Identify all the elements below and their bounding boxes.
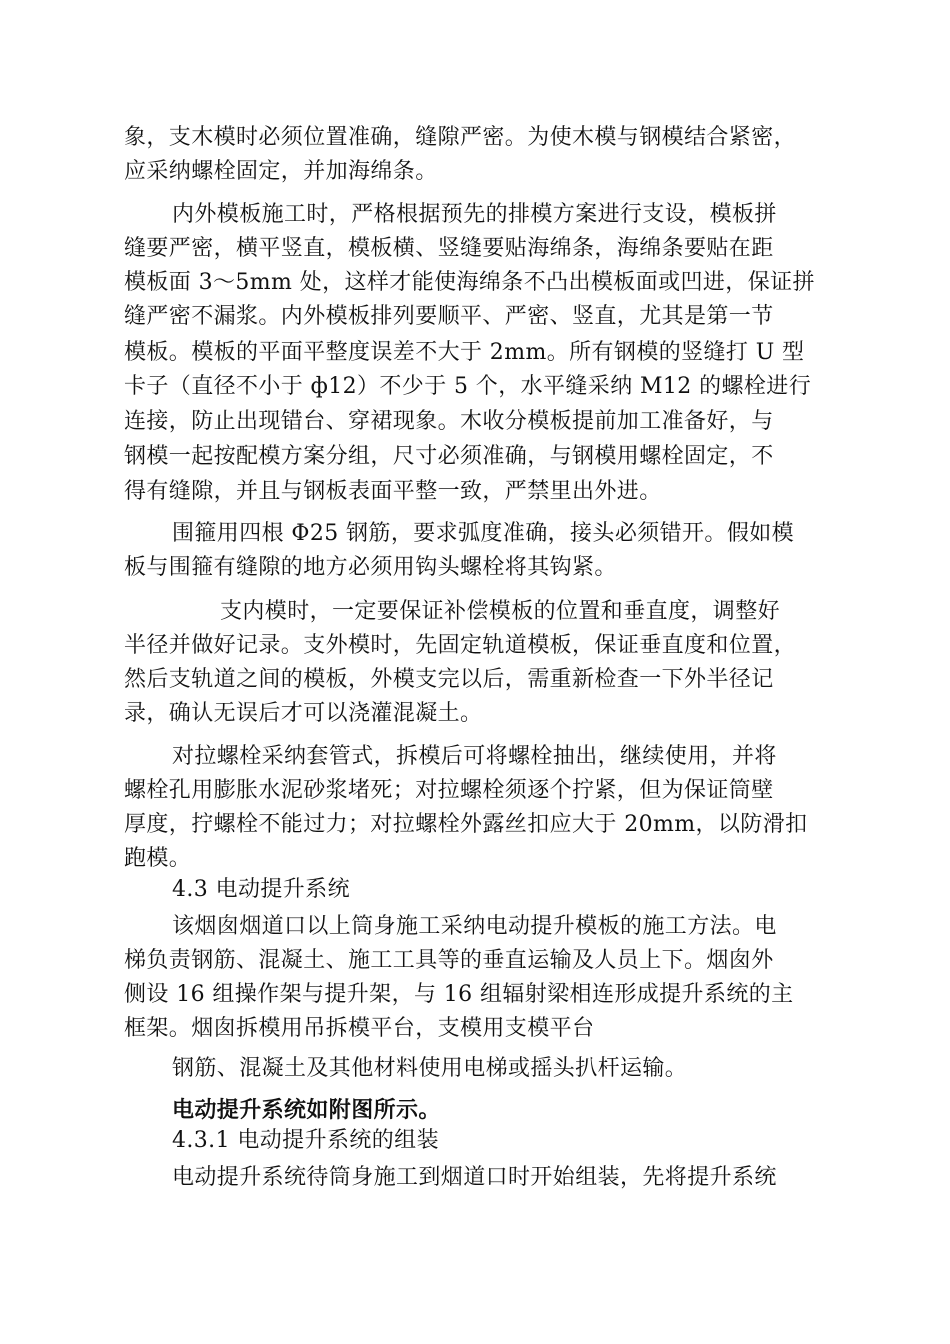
subsection-heading: 4.3.1 电动提升系统的组装	[172, 1128, 439, 1153]
text-line: 缝严密不漏浆。内外模板排列要顺平、严密、竖直，尤其是第一节	[124, 304, 774, 329]
text-line: 半径并做好记录。支外模时，先固定轨道模板，保证垂直度和位置，	[124, 633, 797, 658]
text-line: 连接，防止出现错台、穿裙现象。木收分模板提前加工准备好，与	[124, 409, 774, 434]
paragraph-start-line: 电动提升系统待筒身施工到烟道口时开始组装，先将提升系统	[172, 1165, 777, 1190]
paragraph-start-line: 围箍用四根 Φ25 钢筋，要求弧度准确，接头必须错开。假如模	[172, 521, 795, 546]
text-line: 模板面 3～5mm 处，这样才能使海绵条不凸出模板面或凹进，保证拼	[124, 270, 815, 295]
paragraph-start-line: 内外模板施工时，严格根据预先的排模方案进行支设，模板拼	[172, 202, 777, 227]
text-line: 模板。模板的平面平整度误差不大于 2mm。所有钢模的竖缝打 U 型	[124, 340, 805, 365]
paragraph-start-line: 支内模时，一定要保证补偿模板的位置和垂直度，调整好	[220, 599, 781, 624]
section-heading: 4.3 电动提升系统	[172, 877, 350, 902]
text-line: 缝要严密，横平竖直，模板横、竖缝要贴海绵条，海绵条要贴在距	[124, 236, 774, 261]
text-line: 录，确认无误后才可以浇灌混凝土。	[124, 701, 483, 726]
text-line: 得有缝隙，并且与钢板表面平整一致，严禁里出外进。	[124, 479, 662, 504]
bold-note-line: 电动提升系统如附图所示。	[172, 1097, 441, 1123]
text-line: 象，支木模时必须位置准确，缝隙严密。为使木模与钢模结合紧密，	[124, 125, 797, 150]
text-line: 应采纳螺栓固定，并加海绵条。	[124, 159, 438, 184]
paragraph-start-line: 对拉螺栓采纳套管式，拆模后可将螺栓抽出，继续使用，并将	[172, 744, 777, 769]
text-line: 框架。烟囱拆模用吊拆模平台，支模用支模平台	[124, 1016, 595, 1041]
text-line: 钢模一起按配模方案分组，尺寸必须准确，与钢模用螺栓固定，不	[124, 444, 774, 469]
paragraph-start-line: 该烟囱烟道口以上筒身施工采纳电动提升模板的施工方法。电	[172, 914, 777, 939]
text-line: 然后支轨道之间的模板，外模支完以后，需重新检查一下外半径记	[124, 667, 774, 692]
text-line: 卡子（直径不小于 ф12）不少于 5 个，水平缝采纳 M12 的螺栓进行	[124, 374, 812, 399]
text-line: 螺栓孔用膨胀水泥砂浆堵死；对拉螺栓须逐个拧紧，但为保证筒壁	[124, 778, 774, 803]
text-line: 板与围箍有缝隙的地方必须用钩头螺栓将其钩紧。	[124, 555, 617, 580]
text-line: 厚度，拧螺栓不能过力；对拉螺栓外露丝扣应大于 20mm，以防滑扣	[124, 812, 808, 837]
text-line: 跑模。	[124, 846, 192, 871]
paragraph-start-line: 钢筋、混凝土及其他材料使用电梯或摇头扒杆运输。	[172, 1056, 688, 1081]
text-line: 梯负责钢筋、混凝土、施工工具等的垂直运输及人员上下。烟囱外	[124, 948, 774, 973]
text-line: 侧设 16 组操作架与提升架，与 16 组辐射梁相连形成提升系统的主	[124, 982, 794, 1007]
